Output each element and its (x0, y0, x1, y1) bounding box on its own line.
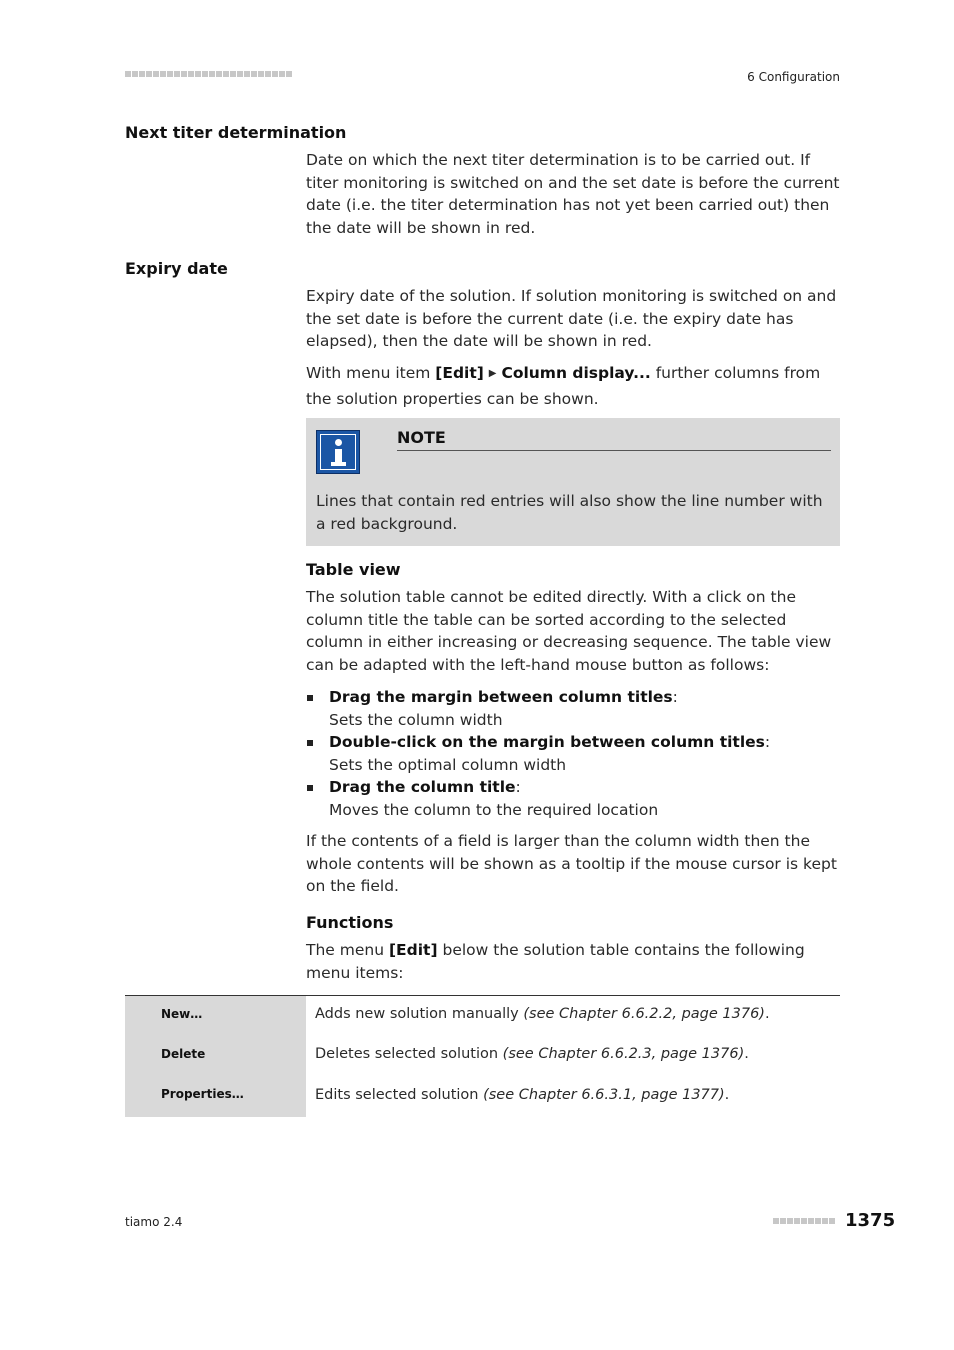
menu-column-display-ref: Column display... (501, 364, 651, 382)
menu-key: Properties… (161, 1087, 244, 1101)
heading-expiry-date: Expiry date (125, 259, 228, 278)
next-titer-description (306, 149, 840, 239)
note-title: NOTE (397, 428, 831, 451)
tooltip-description (306, 830, 840, 898)
footer-product: tiamo 2.4 (125, 1215, 183, 1229)
tooltip-text: If the contents of a field is larger than the column width then the whole contents will be shown as a tooltip if the mouse cursor is kept on the field. (306, 832, 837, 895)
expiry-text: Expiry date of the solution. If solution monitoring is switched on and the set date is before the current date (i.e. the expiry date has elapsed), then the date will be shown in red. (306, 287, 837, 350)
footer-decoration (773, 1218, 835, 1224)
list-item (306, 686, 840, 731)
note-text: Lines that contain red entries will also show the line number with a red background. (316, 492, 823, 533)
heading-functions: Functions (306, 913, 394, 932)
next-titer-text: Date on which the next titer determination is to be carried out. If titer monitoring is switched on and the set date is before the current date (i.e. the titer determination has not yet been carried out) then the date will be shown in red. (306, 151, 840, 237)
action-colon: : (672, 688, 678, 706)
info-icon (316, 430, 360, 474)
table-view-text: The solution table cannot be edited directly. With a click on the column title the table can be sorted according to the selected column in either increasing or decreasing sequence. The table view can be adapted with the left-hand mouse button as follows: (306, 588, 832, 674)
action-colon: : (515, 778, 521, 796)
chapter-header: 6 Configuration (747, 70, 840, 84)
menu-arrow-icon: ▶ (488, 368, 497, 379)
menu-desc-text: Edits selected solution (315, 1087, 484, 1103)
action-description: Sets the column width (329, 710, 503, 729)
header-decoration (125, 71, 292, 77)
menu-desc-end: . (724, 1087, 730, 1103)
action-description: Sets the optimal column width (329, 755, 567, 774)
chapter-reference-link[interactable]: (see Chapter 6.6.2.3, page 1376) (502, 1046, 745, 1062)
action-label: Drag the column title (329, 778, 516, 796)
functions-text-pre: The menu (306, 941, 389, 959)
column-display-post: further columns from the solution properties can be shown. (306, 364, 821, 408)
action-colon: : (764, 733, 771, 751)
note-box (306, 418, 840, 546)
menu-items-table (125, 995, 840, 1117)
heading-table-view: Table view (306, 560, 401, 579)
menu-desc-text: Deletes selected solution (315, 1046, 503, 1062)
chapter-reference-link[interactable]: (see Chapter 6.6.2.2, page 1376) (523, 1006, 765, 1022)
functions-edit-ref: [Edit] (388, 941, 438, 959)
menu-description (315, 1006, 770, 1022)
menu-edit-ref: [Edit] (435, 364, 484, 382)
list-item (306, 776, 840, 821)
menu-key: New… (161, 1007, 203, 1021)
action-description: Moves the column to the required location (329, 800, 659, 819)
table-view-actions (306, 686, 840, 821)
expiry-description (306, 285, 840, 353)
menu-desc-end: . (764, 1006, 770, 1022)
chapter-reference-link[interactable]: (see Chapter 6.6.3.1, page 1377) (483, 1087, 725, 1103)
action-label: Double-click on the margin between column titles (329, 733, 765, 751)
column-display-paragraph (306, 362, 840, 410)
menu-desc-text: Adds new solution manually (315, 1006, 524, 1022)
table-view-description (306, 586, 840, 676)
menu-description (315, 1087, 729, 1103)
menu-description (315, 1046, 749, 1062)
menu-desc-end: . (744, 1046, 749, 1062)
page-number: 1375 (845, 1210, 896, 1231)
functions-description (306, 939, 840, 984)
menu-key: Delete (161, 1047, 206, 1061)
functions-text-post: below the solution table contains the following menu items: (306, 941, 805, 982)
heading-next-titer: Next titer determination (125, 123, 347, 142)
list-item (306, 731, 840, 776)
column-display-pre: With menu item (306, 364, 436, 382)
action-label: Drag the margin between column titles (329, 688, 673, 706)
